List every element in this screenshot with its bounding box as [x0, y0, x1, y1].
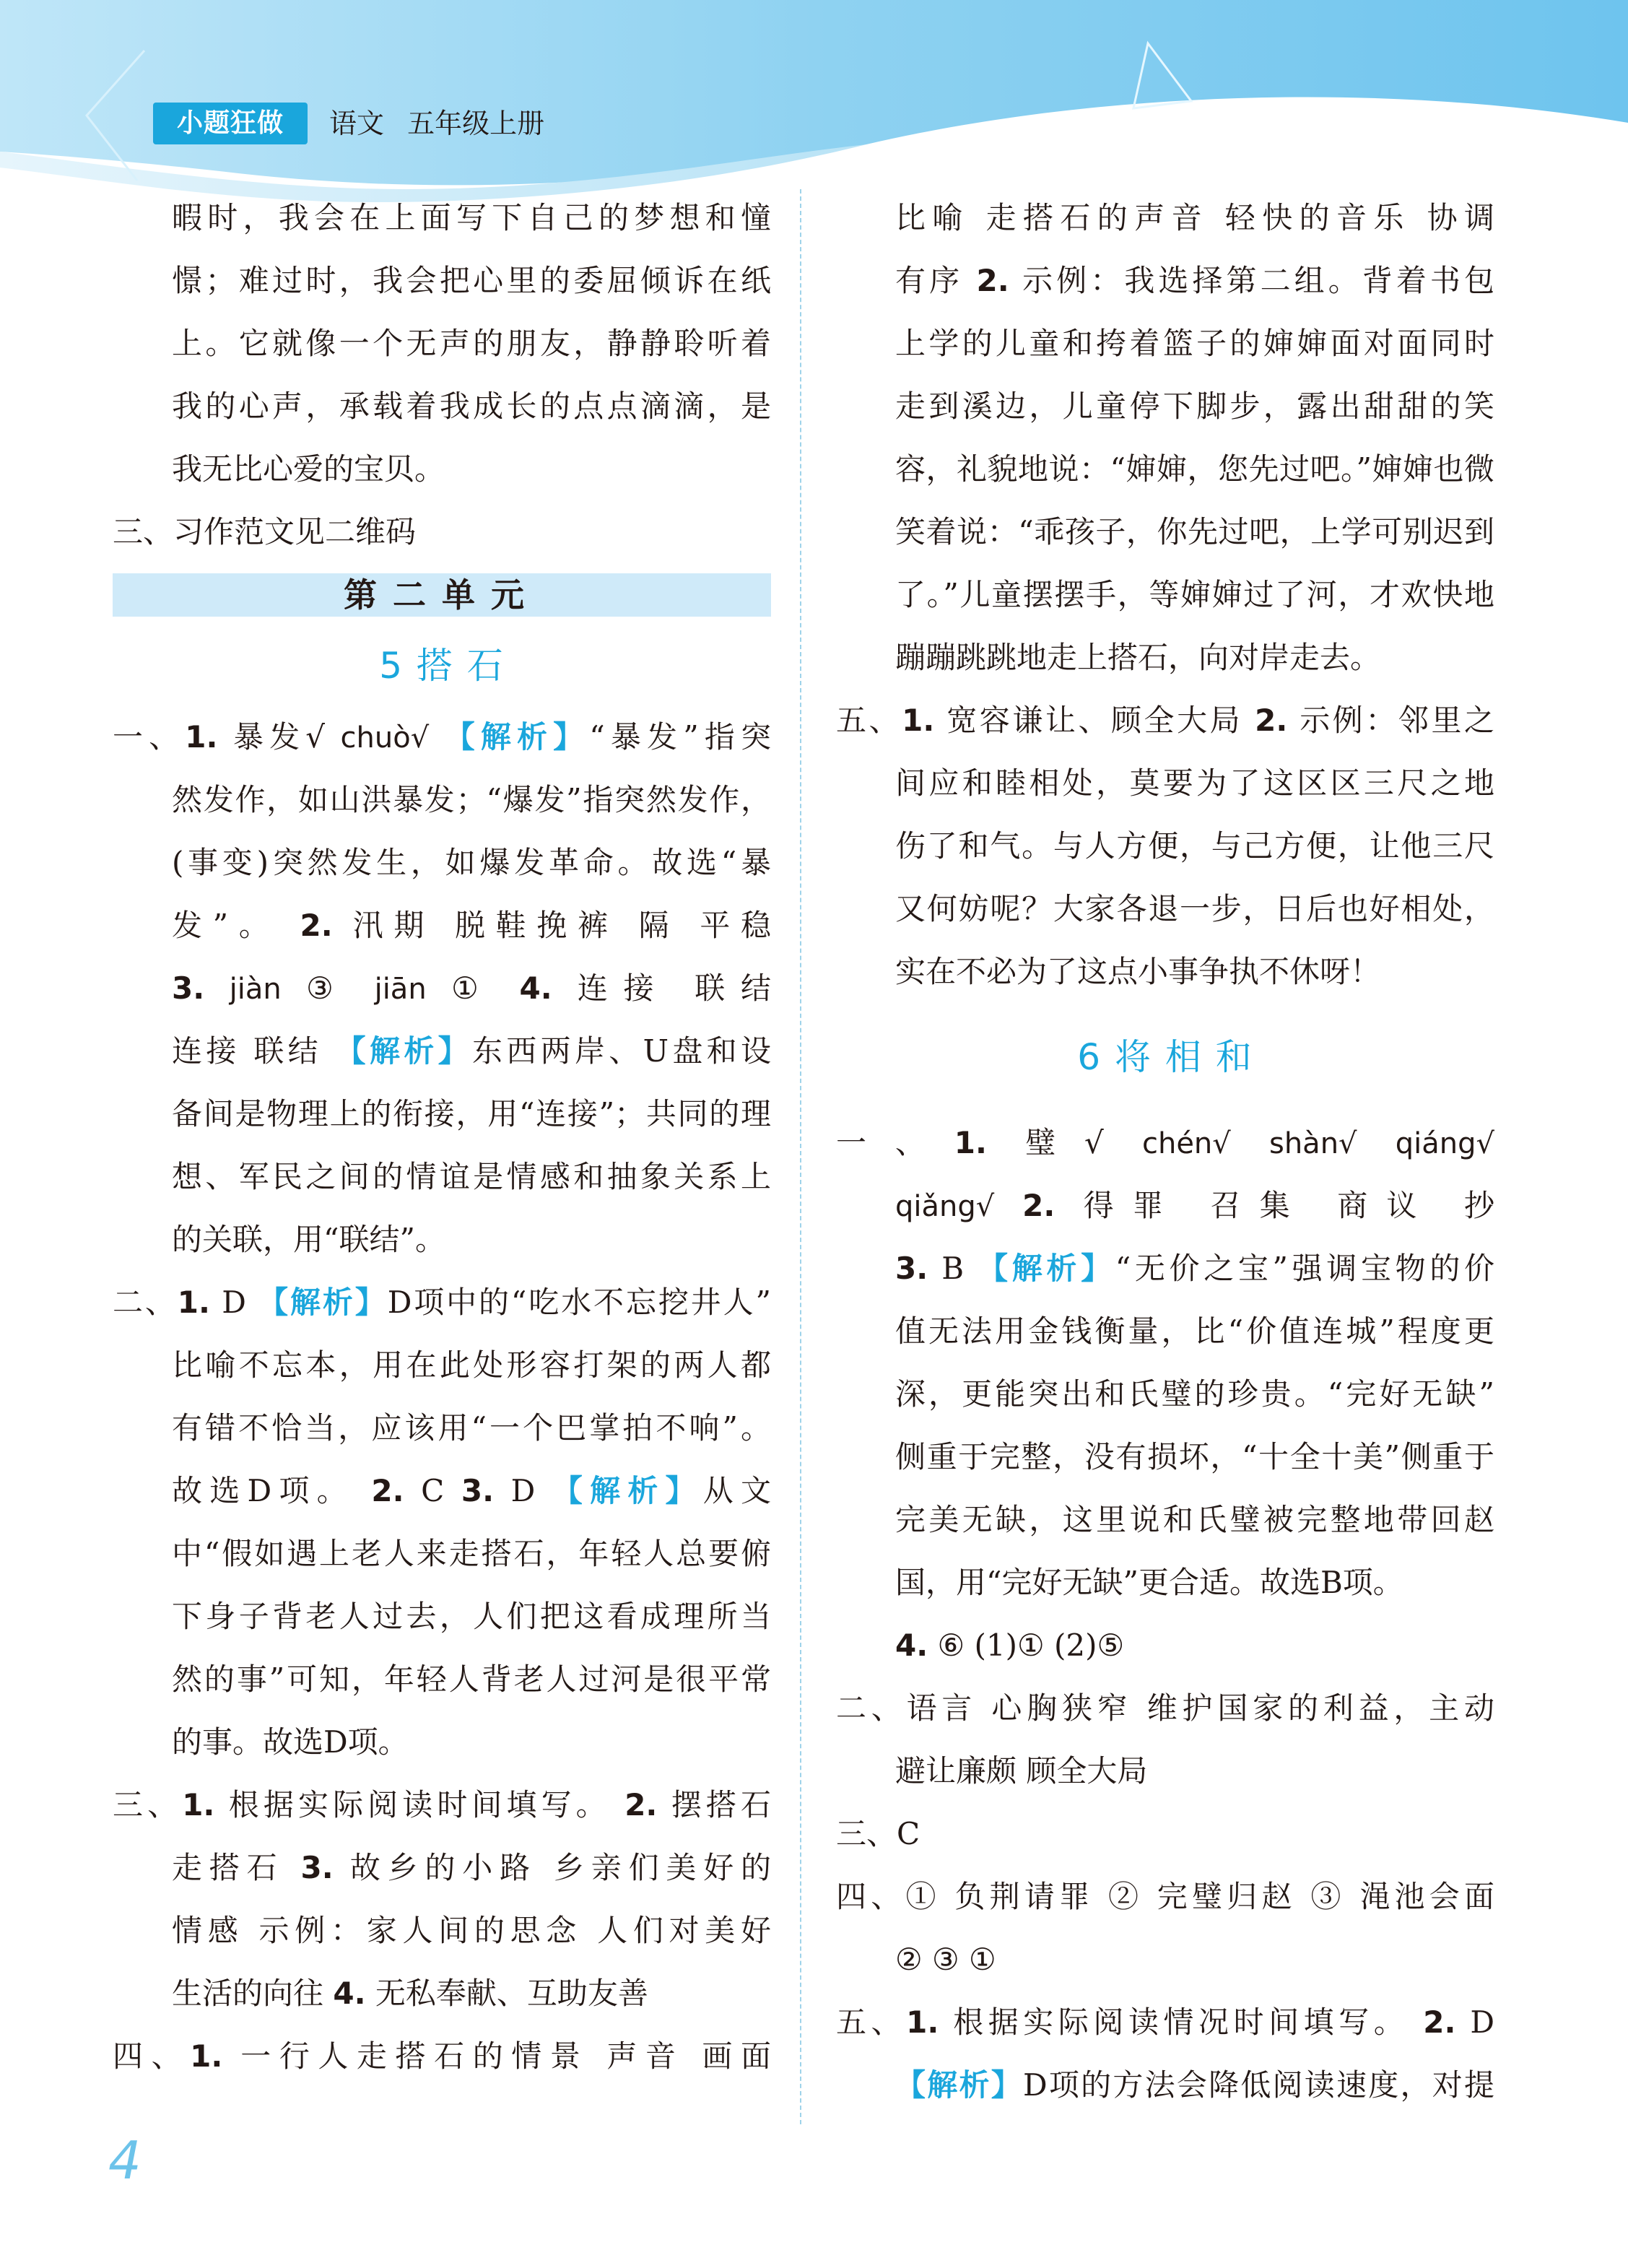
- text-line: 憬；难过时，我会把心里的委屈倾诉在纸: [172, 263, 771, 298]
- s2-line: 避让廉颇 顾全大局: [895, 1753, 1148, 1789]
- q3-line: 生活的向往 4. 无私奉献、互助友善: [172, 1976, 648, 2011]
- q2-line: 有错不恰当，应该用“一个巴掌拍不响”。: [172, 1410, 771, 1446]
- s1-line: 深，更能突出和氏璧的珍贵。“完好无缺”: [895, 1376, 1494, 1412]
- s5-line: 五、1. 根据实际阅读情况时间填写。 2. D: [836, 2004, 1494, 2040]
- s4-line: ② ③ ①: [895, 1942, 996, 1977]
- q1-line: 备间是物理上的衔接，用“连接”；共同的理: [172, 1096, 771, 1131]
- text-line: 比喻 走搭石的声音 轻快的音乐 协调: [895, 200, 1494, 235]
- q1-line: 发”。 2. 汛期 脱鞋挽裤 隔 平稳: [172, 908, 771, 943]
- header-subject: 语文 五年级上册: [329, 108, 545, 139]
- q5-line: 又何妨呢？大家各退一步，日后也好相处，: [895, 891, 1494, 926]
- q1-line: 的关联，用“联结”。: [172, 1222, 445, 1257]
- text-line: 我无比心爱的宝贝。: [172, 451, 445, 487]
- text-line: 走到溪边，儿童停下脚步，露出甜甜的笑: [895, 388, 1494, 424]
- header-wave-decoration: [0, 0, 1628, 202]
- text-line: 上学的儿童和挎着篮子的婶婶面对面同时: [895, 326, 1494, 361]
- s1-line: 值无法用金钱衡量，比“价值连城”程度更: [895, 1313, 1494, 1349]
- q2-line: 中“假如遇上老人来走搭石，年轻人总要俯: [172, 1536, 771, 1571]
- s1-line: 国，用“完好无缺”更合适。故选B项。: [895, 1565, 1403, 1600]
- s1-line: 4. ⑥ (1)① (2)⑤: [895, 1628, 1125, 1663]
- brand-badge: 小题狂做: [153, 103, 308, 144]
- page-number: 4: [108, 2130, 142, 2191]
- q1-line: 连接 联结 【解析】东西两岸、U盘和设: [172, 1033, 771, 1069]
- text-line: 我的心声，承载着我成长的点点滴滴，是: [172, 388, 771, 424]
- q1-line: 然发作，如山洪暴发；“爆发”指突然发作，: [172, 782, 771, 817]
- q5-line: 实在不必为了这点小事争执不休呀！: [895, 954, 1381, 989]
- unit-title-banner: 第二单元: [113, 573, 771, 617]
- text-line: 有序 2. 示例：我选择第二组。背着书包: [895, 263, 1494, 298]
- q5-line: 间应和睦相处，莫要为了这区区三尺之地: [895, 765, 1494, 801]
- lesson-5-title: 5 搭 石: [379, 645, 505, 687]
- text-line: 暇时，我会在上面写下自己的梦想和憧: [172, 200, 771, 235]
- q1-line: (事变)突然发生，如爆发革命。故选“暴: [172, 845, 771, 880]
- q1-line: 3. jiàn ③ jiān ① 4. 连接 联结: [172, 970, 771, 1006]
- q5-line: 伤了和气。与人方便，与己方便，让他三尺: [895, 828, 1494, 864]
- q4-line: 四、1. 一行人走搭石的情景 声音 画面: [113, 2038, 771, 2074]
- column-divider: [800, 189, 801, 2124]
- text-line: 笑着说：“乖孩子，你先过吧，上学可别迟到: [895, 514, 1494, 549]
- s3-line: 三、C: [836, 1816, 920, 1851]
- q3-line: 三、1. 根据实际阅读时间填写。 2. 摆搭石: [113, 1787, 771, 1822]
- s1-line: qiǎng√ 2. 得罪 召集 商议 抄: [895, 1188, 1494, 1223]
- left-column: [113, 186, 771, 2087]
- q5-line: 五、1. 宽容谦让、顾全大局 2. 示例：邻里之: [836, 703, 1494, 738]
- text-line: 上。它就像一个无声的朋友，静静聆听着: [172, 326, 771, 361]
- q1-line: 一、1. 暴发√ chuò√ 【解析】“暴发”指突: [113, 719, 771, 755]
- s1-line: 3. B 【解析】“无价之宝”强调宝物的价: [895, 1251, 1494, 1286]
- q2-line: 下身子背老人过去，人们把这看成理所当: [172, 1599, 771, 1634]
- q1-line: 想、军民之间的情谊是情感和抽象关系上: [172, 1159, 771, 1194]
- lesson-6-title: 6 将 相 和: [1077, 1036, 1253, 1078]
- s2-line: 二、语言 心胸狭窄 维护国家的利益，主动: [836, 1690, 1494, 1726]
- s1-line: 一、1. 璧√ chén√ shàn√ qiáng√: [836, 1125, 1494, 1160]
- q2-line: 比喻不忘本，用在此处形容打架的两人都: [172, 1347, 771, 1383]
- s4-line: 四、① 负荆请罪 ② 完璧归赵 ③ 渑池会面: [836, 1879, 1494, 1914]
- s1-line: 侧重于完整，没有损坏，“十全十美”侧重于: [895, 1439, 1494, 1474]
- section-three-line: 三、习作范文见二维码: [113, 514, 417, 549]
- q2-line: 二、1. D 【解析】D项中的“吃水不忘挖井人”: [113, 1285, 771, 1320]
- q3-line: 情感 示例：家人间的思念 人们对美好: [172, 1913, 771, 1948]
- q3-line: 走搭石 3. 故乡的小路 乡亲们美好的: [172, 1850, 771, 1885]
- right-column: [836, 186, 1494, 2116]
- q2-line: 故选D项。 2. C 3. D 【解析】从文: [172, 1473, 772, 1508]
- text-line: 容，礼貌地说：“婶婶，您先过吧。”婶婶也微: [895, 451, 1494, 487]
- s5-line: 【解析】D项的方法会降低阅读速度，对提: [895, 2067, 1494, 2103]
- s1-line: 完美无缺，这里说和氏璧被完整地带回赵: [895, 1502, 1494, 1537]
- text-line: 蹦蹦跳跳地走上搭石，向对岸走去。: [895, 640, 1381, 675]
- q2-line: 然的事”可知，年轻人背老人过河是很平常: [172, 1661, 771, 1697]
- text-line: 了。”儿童摆摆手，等婶婶过了河，才欢快地: [895, 577, 1494, 612]
- q2-line: 的事。故选D项。: [172, 1724, 409, 1760]
